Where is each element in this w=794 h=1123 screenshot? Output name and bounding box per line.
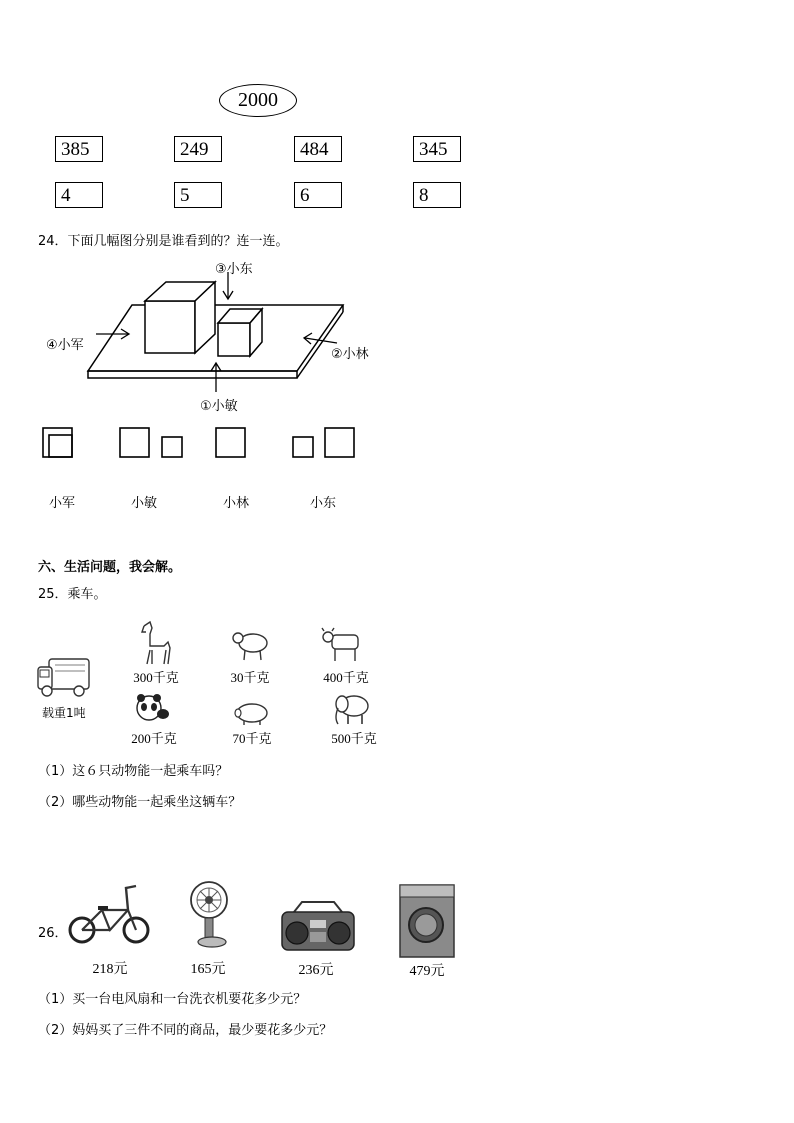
item-price: 218元 [92,962,128,977]
view-shapes [0,0,794,470]
q25-sub2: （2）哪些动物能一起乘坐这辆车？ [38,795,242,810]
q26-sub1: （1）买一台电风扇和一台洗衣机要花多少元？ [38,992,307,1007]
digit-box: 8 [413,182,461,208]
fan-icon [188,880,230,952]
number-box: 249 [174,136,222,162]
observer-left-label: ④小军 [46,338,84,353]
elephant-icon [330,692,372,726]
pig-icon [232,700,270,726]
item-price: 165元 [190,962,226,977]
q25-title: 25．乘车。 [38,587,107,602]
animal-weight: 30千克 [230,670,270,685]
sheep-icon [229,628,271,662]
view-xiaolin [216,428,245,457]
section-title: 六、生活问题，我会解。 [38,560,182,575]
washing-machine-icon [398,883,456,959]
number-box: 484 [294,136,342,162]
view-xiaodong [293,428,354,457]
cow-icon [320,627,364,663]
digit-box: 4 [55,182,103,208]
animal-weight: 70千克 [232,731,272,746]
number-box: 385 [55,136,103,162]
digit-box: 6 [294,182,342,208]
number-box: 345 [413,136,461,162]
q26-sub2: （2）妈妈买了三件不同的商品，最少要花多少元？ [38,1023,333,1038]
observer-right-label: ②小林 [331,347,369,362]
name-label: 小敏 [130,496,157,511]
item-price: 236元 [298,963,334,978]
name-label: 小军 [48,496,75,511]
q26-number: 26． [38,926,68,941]
truck-icon [35,655,95,700]
view-xiaojun [43,428,72,457]
truck-capacity-label: 载重1吨 [42,706,86,720]
total-oval: 2000 [219,84,297,117]
observer-front-label: ①小敏 [200,399,238,414]
digit-box: 5 [174,182,222,208]
item-price: 479元 [409,964,445,979]
horse-icon [138,620,174,666]
bicycle-icon [68,880,154,946]
q24-title: 24．下面几幅图分别是谁看到的？连一连。 [38,234,289,249]
animal-weight: 300千克 [133,670,179,685]
view-xiaomin [120,428,182,457]
radio-icon [280,898,356,952]
animal-weight: 500千克 [331,731,377,746]
panda-icon [133,692,171,724]
animal-weight: 400千克 [323,670,369,685]
observer-top-label: ③小东 [215,262,253,277]
q25-sub1: （1）这６只动物能一起乘车吗？ [38,764,229,779]
name-label: 小东 [309,496,336,511]
name-label: 小林 [222,496,249,511]
animal-weight: 200千克 [131,731,177,746]
